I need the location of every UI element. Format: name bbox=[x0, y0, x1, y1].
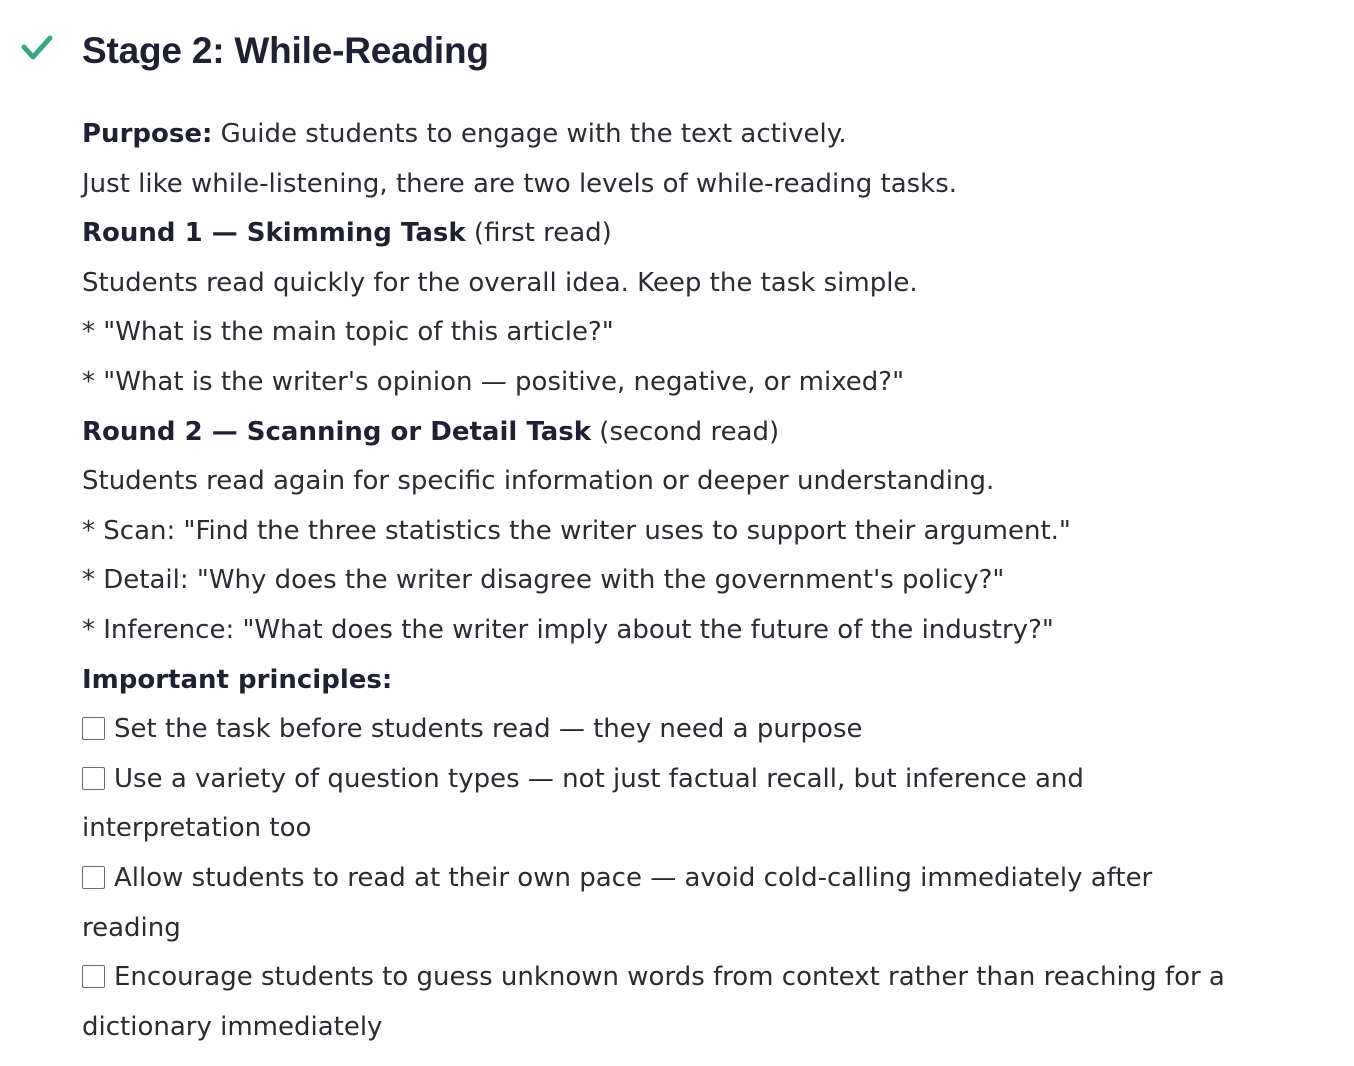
round2-item: * Detail: "Why does the writer disagree with the government's policy?" bbox=[82, 565, 1005, 596]
round1-heading-line bbox=[82, 209, 1242, 259]
section-title: Stage 2: While-Reading bbox=[82, 30, 489, 71]
round1-item: * "What is the writer's opinion — positive, negative, or mixed?" bbox=[82, 366, 905, 397]
principle-text: Allow students to read at their own pace — avoid cold-calling immediately after reading bbox=[82, 862, 1153, 943]
principle-checkbox[interactable] bbox=[82, 717, 105, 740]
intro-text: Just like while-listening, there are two levels of while-reading tasks. bbox=[82, 168, 958, 199]
principle-checkbox[interactable] bbox=[82, 866, 105, 889]
principles-heading: Important principles: bbox=[82, 664, 393, 695]
principle-text: Set the task before students read — they need a purpose bbox=[114, 714, 863, 745]
round1-note: (first read) bbox=[465, 218, 612, 249]
round2-item: * Scan: "Find the three statistics the writer uses to support their argument." bbox=[82, 515, 1071, 546]
round2-note: (second read) bbox=[591, 416, 780, 447]
principle-text: Encourage students to guess unknown words from context rather than reaching for a dictionary immediately bbox=[82, 962, 1225, 1042]
principle-item bbox=[82, 854, 1242, 953]
principle-checkbox[interactable] bbox=[82, 767, 105, 790]
round1-description: Students read quickly for the overall idea. Keep the task simple. bbox=[82, 267, 918, 298]
principle-item bbox=[82, 755, 1242, 854]
round2-heading: Round 2 — Scanning or Detail Task bbox=[82, 416, 592, 447]
section-content bbox=[82, 110, 1242, 1052]
check-icon bbox=[20, 32, 54, 62]
principle-item bbox=[82, 953, 1242, 1052]
round2-item: * Inference: "What does the writer imply about the future of the industry?" bbox=[82, 614, 1054, 645]
round1-item: * "What is the main topic of this article?" bbox=[82, 317, 614, 348]
round2-description: Students read again for specific information or deeper understanding. bbox=[82, 466, 995, 497]
principle-item bbox=[82, 705, 1242, 755]
principle-text: Use a variety of question types — not just factual recall, but inference and interpretation too bbox=[82, 763, 1084, 844]
purpose-line bbox=[82, 110, 1242, 160]
round1-heading: Round 1 — Skimming Task bbox=[82, 218, 466, 249]
principle-checkbox[interactable] bbox=[82, 965, 105, 988]
purpose-label: Purpose: bbox=[82, 119, 213, 149]
round2-heading-line bbox=[82, 408, 1242, 458]
purpose-text: Guide students to engage with the text actively. bbox=[212, 119, 847, 149]
